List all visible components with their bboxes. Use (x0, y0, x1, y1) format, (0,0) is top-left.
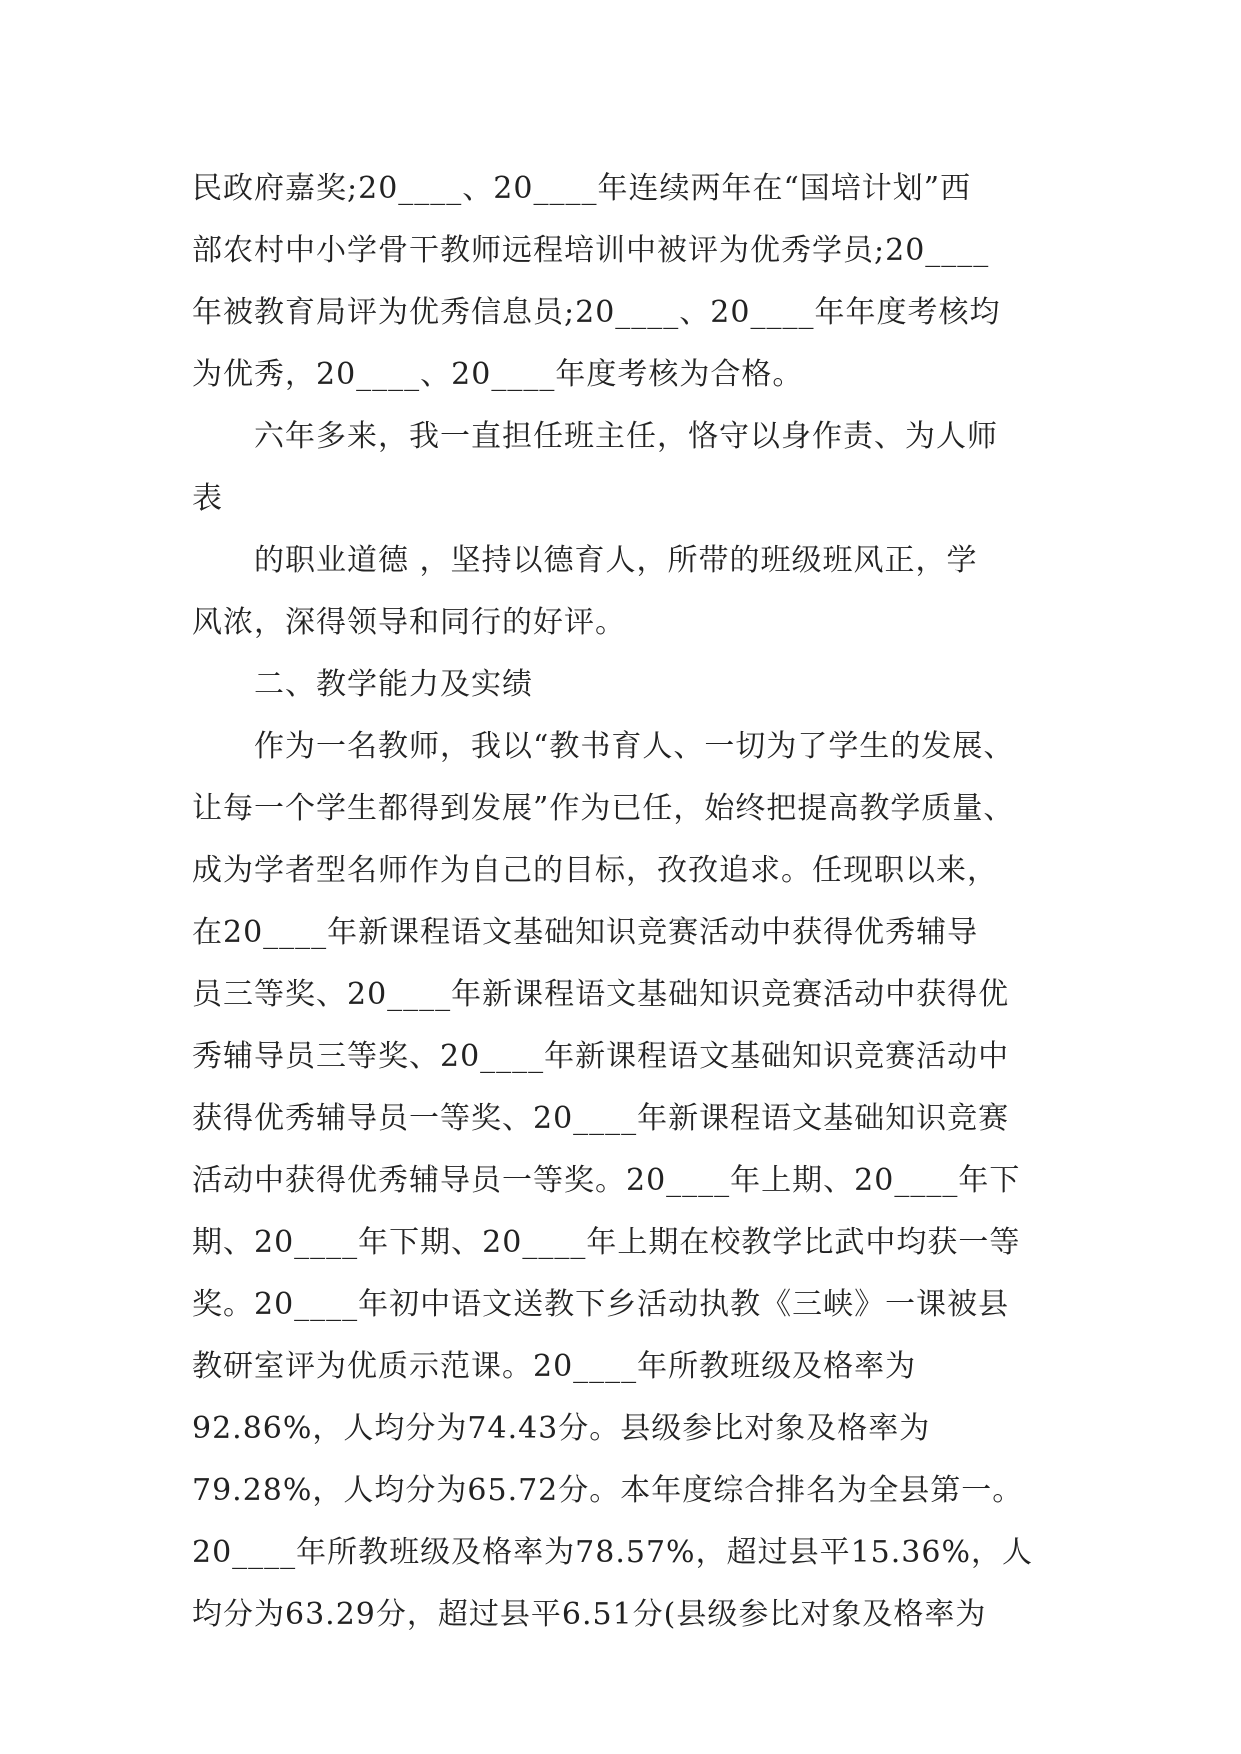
text-line: 在20____年新课程语文基础知识竞赛活动中获得优秀辅导 (192, 915, 979, 950)
text-line: 79.28%，人均分为65.72分。本年度综合排名为全县第一。 (192, 1473, 1024, 1508)
text-line: 获得优秀辅导员一等奖、20____年新课程语文基础知识竞赛 (192, 1101, 1010, 1136)
body-text (192, 158, 1072, 1646)
text-line: 活动中获得优秀辅导员一等奖。20____年上期、20____年下 (192, 1163, 1021, 1198)
text-line: 20____年所教班级及格率为78.57%，超过县平15.36%，人 (192, 1535, 1033, 1570)
text-line: 的职业道德 ，坚持以德育人，所带的班级班风正，学 (254, 543, 978, 578)
text-line: 作为一名教师，我以“教书育人、一切为了学生的发展、 (254, 729, 1015, 764)
text-line: 奖。20____年初中语文送教下乡活动执教《三峡》一课被县 (192, 1287, 1010, 1322)
text-line: 92.86%，人均分为74.43分。县级参比对象及格率为 (192, 1411, 931, 1446)
text-line: 秀辅导员三等奖、20____年新课程语文基础知识竞赛活动中 (192, 1039, 1010, 1074)
text-line: 部农村中小学骨干教师远程培训中被评为优秀学员;20____ (192, 233, 990, 268)
text-line: 年被教育局评为优秀信息员;20____、20____年年度考核均 (192, 295, 1001, 330)
text-line: 六年多来，我一直担任班主任，恪守以身作责、为人师 (254, 419, 998, 454)
text-line: 让每一个学生都得到发展”作为已任，始终把提高教学质量、 (192, 791, 1015, 826)
text-line: 成为学者型名师作为自己的目标，孜孜追求。任现职以来， (192, 853, 998, 888)
text-line: 教研室评为优质示范课。20____年所教班级及格率为 (192, 1349, 917, 1384)
section-heading: 二、教学能力及实绩 (254, 667, 533, 702)
text-line: 员三等奖、20____年新课程语文基础知识竞赛活动中获得优 (192, 977, 1010, 1012)
text-line: 为优秀，20____、20____年度考核为合格。 (192, 357, 804, 392)
text-line: 均分为63.29分，超过县平6.51分(县级参比对象及格率为 (192, 1597, 987, 1632)
text-line: 风浓，深得领导和同行的好评。 (192, 605, 626, 640)
text-line: 民政府嘉奖;20____、20____年连续两年在“国培计划”西 (192, 171, 972, 206)
text-line: 表 (192, 481, 223, 516)
text-line: 期、20____年下期、20____年上期在校教学比武中均获一等 (192, 1225, 1021, 1260)
